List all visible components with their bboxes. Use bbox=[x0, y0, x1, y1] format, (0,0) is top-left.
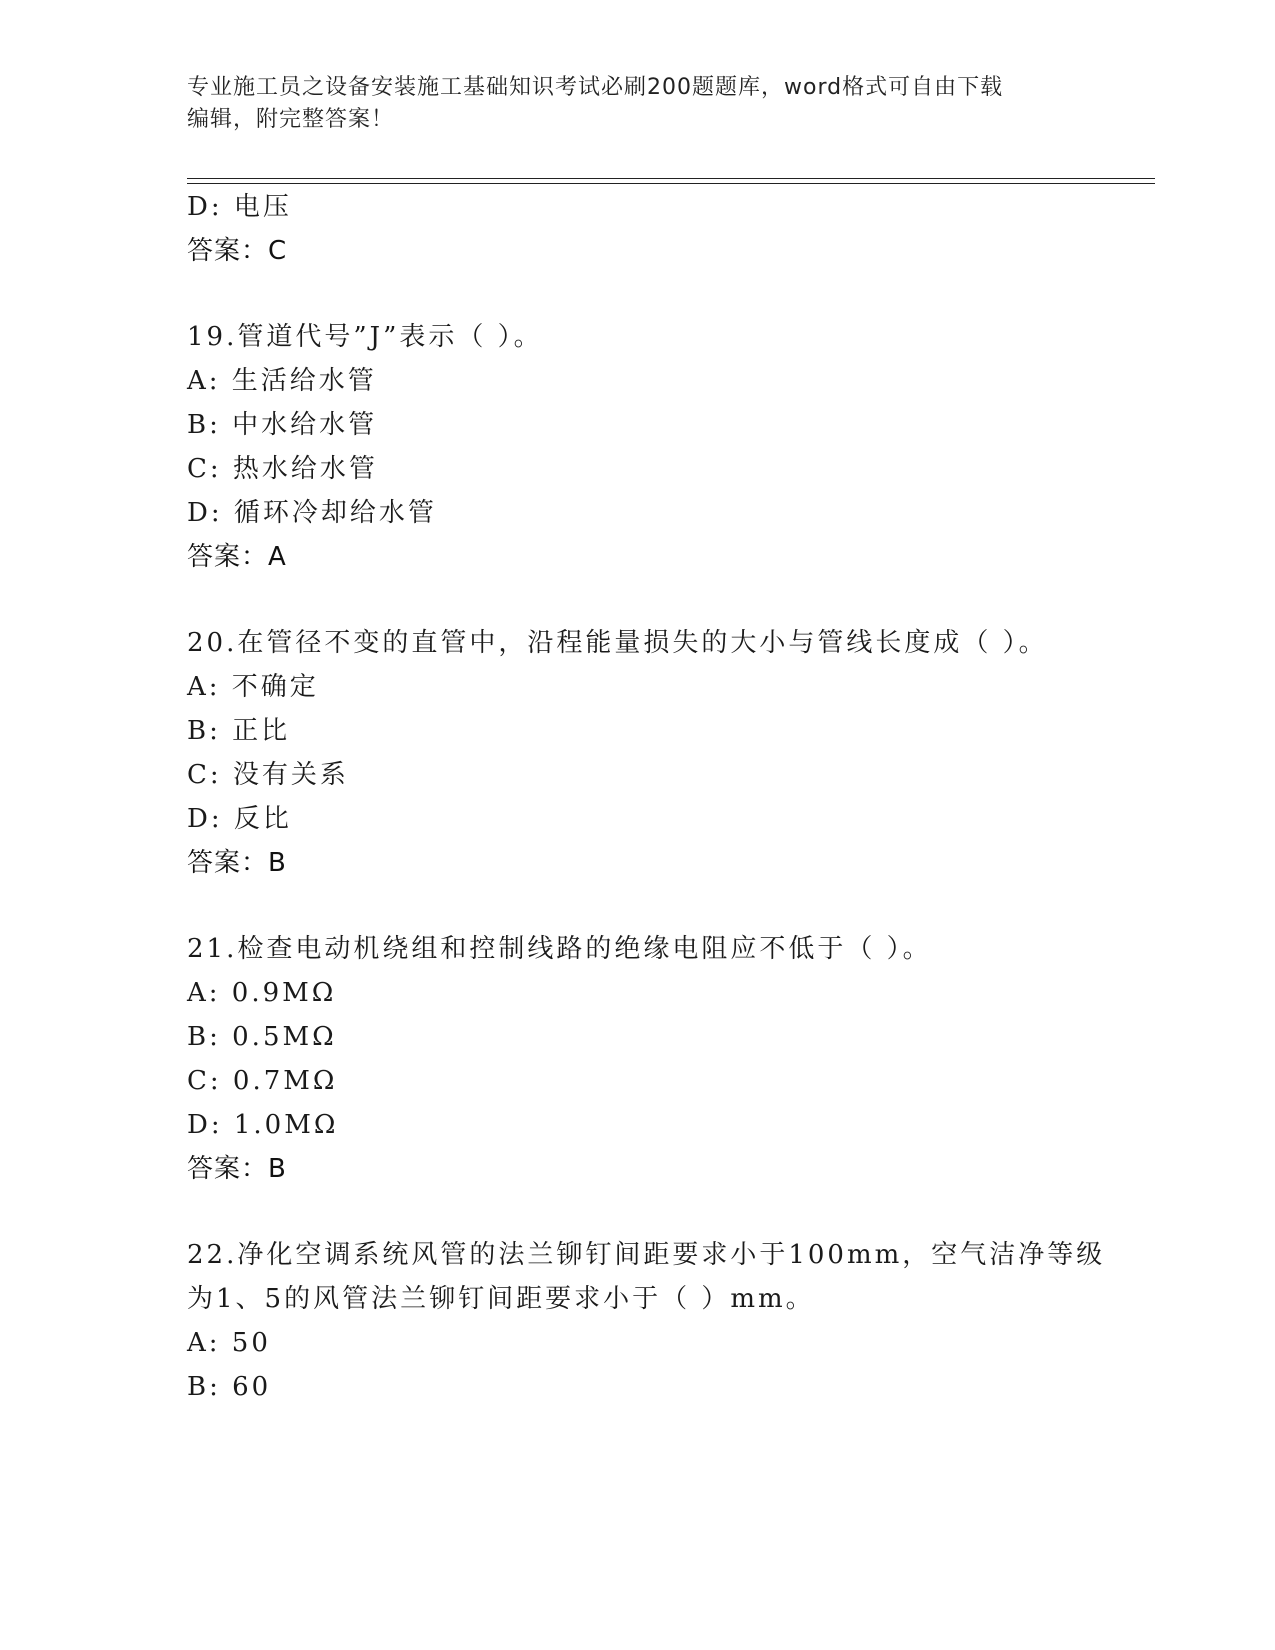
question-21-option-d: D: 1.0MΩ bbox=[187, 1110, 339, 1140]
question-19-option-b: B: 中水给水管 bbox=[187, 410, 378, 440]
question-19-stem: 19.管道代号”J”表示（ ）。 bbox=[187, 322, 543, 352]
question-20-answer: 答案：B bbox=[187, 848, 287, 878]
question-22-stem-line-1: 22.净化空调系统风管的法兰铆钉间距要求小于100mm，空气洁净等级 bbox=[187, 1240, 1106, 1270]
question-21-option-c: C: 0.7MΩ bbox=[187, 1066, 338, 1096]
prev-answer: 答案：C bbox=[187, 236, 288, 266]
header-divider-bottom bbox=[187, 183, 1155, 184]
question-19-answer: 答案：A bbox=[187, 542, 287, 572]
question-19-option-d: D: 循环冷却给水管 bbox=[187, 498, 437, 528]
question-21-stem: 21.检查电动机绕组和控制线路的绝缘电阻应不低于（ ）。 bbox=[187, 934, 932, 964]
question-19-option-c: C: 热水给水管 bbox=[187, 454, 378, 484]
question-19-option-a: A: 生活给水管 bbox=[187, 366, 377, 396]
question-20-option-c: C: 没有关系 bbox=[187, 760, 349, 790]
prev-option-d: D: 电压 bbox=[187, 192, 292, 222]
question-21-option-b: B: 0.5MΩ bbox=[187, 1022, 337, 1052]
question-20-stem: 20.在管径不变的直管中，沿程能量损失的大小与管线长度成（ ）。 bbox=[187, 628, 1048, 658]
question-21-answer: 答案：B bbox=[187, 1154, 287, 1184]
question-22-option-b: B: 60 bbox=[187, 1372, 272, 1402]
question-22-option-a: A: 50 bbox=[187, 1328, 271, 1358]
header-divider-top bbox=[187, 178, 1155, 179]
question-21-option-a: A: 0.9MΩ bbox=[187, 978, 337, 1008]
header-line-2: 编辑，附完整答案！ bbox=[187, 107, 395, 132]
question-20-option-b: B: 正比 bbox=[187, 716, 291, 746]
header-line-1: 专业施工员之设备安装施工基础知识考试必刷200题题库，word格式可自由下载 bbox=[187, 75, 1004, 100]
question-20-option-a: A: 不确定 bbox=[187, 672, 319, 702]
question-20-option-d: D: 反比 bbox=[187, 804, 292, 834]
document-header bbox=[187, 72, 1067, 136]
question-22-stem-line-2: 为1、5的风管法兰铆钉间距要求小于（ ）mm。 bbox=[187, 1284, 815, 1314]
